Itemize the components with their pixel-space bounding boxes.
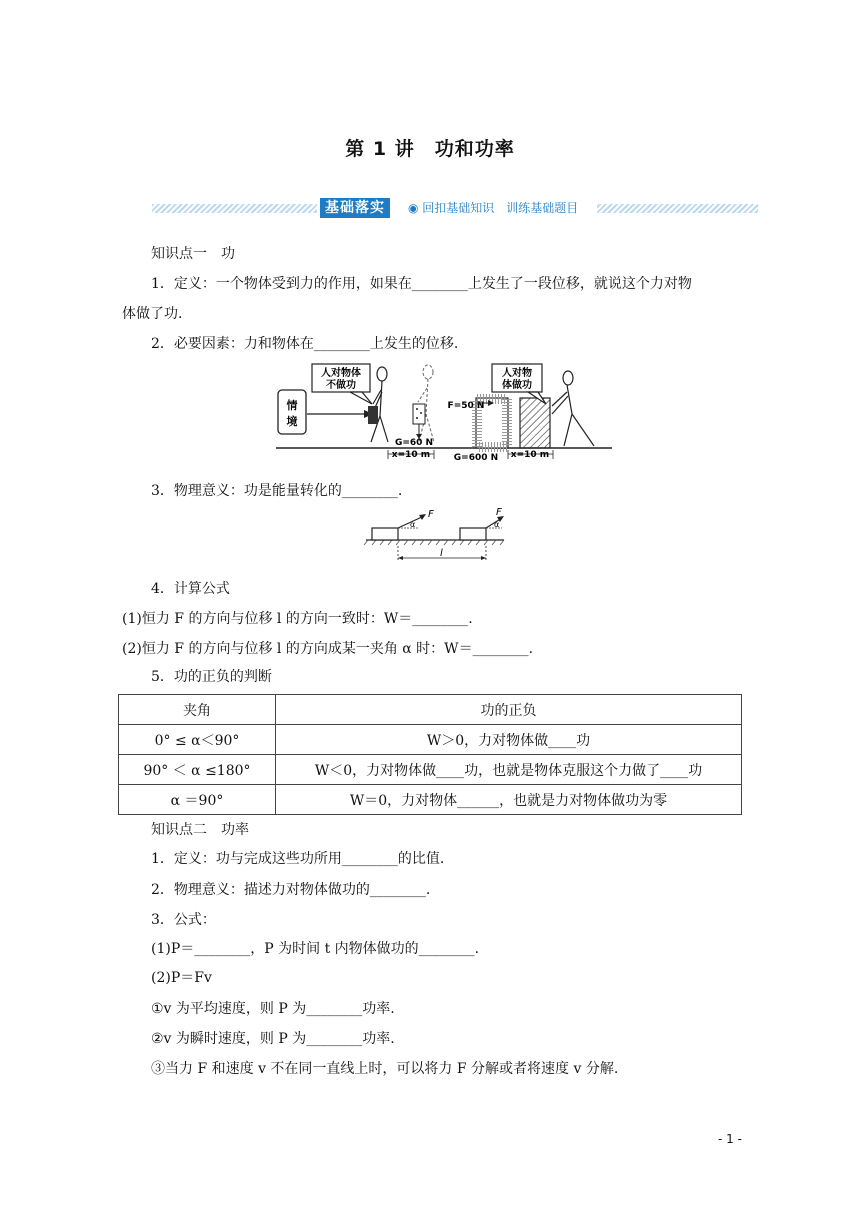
table-row: [119, 785, 742, 815]
sign-heading: 5．功的正负的判断: [151, 669, 272, 685]
power-item-3: ③当力 F 和速度 v 不在同一直线上时，可以将力 F 分解或者将速度 v 分解.: [151, 1061, 619, 1077]
page-title: 第 1 讲 功和功率: [345, 138, 515, 160]
block-right: [460, 528, 486, 540]
power-formula-2: (2)P＝Fv: [151, 970, 212, 986]
situation-label-2: 境: [286, 415, 298, 428]
bubble-right-text-1: 人对物: [502, 368, 532, 379]
g60-label: G=60 N: [394, 438, 434, 448]
section1-heading: 知识点一 功: [151, 246, 235, 262]
table-cell: W＞0，力对物体做____功: [276, 725, 742, 755]
banner-text: ◉ 回扣基础知识 训练基础题目: [408, 201, 579, 215]
angle-right-label: α: [494, 520, 500, 529]
work-meaning: 3．物理意义：功是能量转化的________.: [151, 483, 403, 499]
table-cell: 90° ＜ α ≤180°: [119, 755, 276, 785]
power-item-1: ①v 为平均速度，则 P 为________功率.: [151, 1001, 395, 1017]
power-item-2: ②v 为瞬时速度，则 P 为________功率.: [151, 1031, 395, 1047]
section-banner: [152, 196, 758, 222]
distance-label: l: [440, 548, 443, 559]
table-header-angle: 夹角: [119, 695, 276, 725]
table-header-row: [119, 695, 742, 725]
f50-label: F=50 N: [447, 401, 485, 411]
table-row: [119, 725, 742, 755]
x10-right-label: x=10 m: [510, 450, 550, 460]
held-box: [368, 406, 378, 424]
bubble-left-text-2: 不做功: [326, 380, 356, 391]
formula-heading: 4．计算公式: [151, 581, 230, 597]
formula-2: (2)恒力 F 的方向与位移 l 的方向成某一夹角 α 时：W＝________.: [122, 641, 534, 657]
power-definition: 1．定义：功与完成这些功所用________的比值.: [151, 851, 445, 867]
force-left-label: F: [428, 509, 434, 520]
formula-1: (1)恒力 F 的方向与位移 l 的方向一致时：W＝________.: [122, 611, 473, 627]
figure-work-situation: [276, 362, 612, 464]
bubble-left-tail: [350, 392, 372, 404]
x10-left-label: x=10 m: [391, 450, 431, 460]
power-formula-heading: 3．公式：: [151, 912, 216, 928]
work-sign-table: [118, 694, 742, 815]
bubble-right-text-2: 体做功: [502, 380, 532, 391]
figure-force-angle: [362, 508, 508, 566]
person-right: [552, 371, 594, 446]
angle-left-label: α: [410, 520, 416, 529]
work-definition-line1: 1．定义：一个物体受到力的作用，如果在________上发生了一段位移，就说这个力对物: [151, 276, 692, 292]
work-definition-line2: 体做了功.: [122, 306, 183, 322]
table-row: [119, 755, 742, 785]
ghost-box: [413, 404, 425, 424]
table-header-sign: 功的正负: [276, 695, 742, 725]
person-left: [371, 367, 388, 442]
force-right-label: F: [496, 508, 502, 518]
table-cell: 0° ≤ α＜90°: [119, 725, 276, 755]
power-meaning: 2．物理意义：描述力对物体做功的________.: [151, 882, 431, 898]
banner-label: 基础落实: [320, 198, 390, 218]
section2-heading: 知识点二 功率: [151, 822, 249, 838]
power-formula-1: (1)P＝________，P 为时间 t 内物体做功的________.: [151, 941, 480, 957]
bubble-left-text-1: 人对物体: [321, 368, 361, 379]
table-cell: W＜0，力对物体做____功，也就是物体克服这个力做了____功: [276, 755, 742, 785]
hatched-block: [520, 398, 550, 448]
page-number: - 1 -: [718, 1132, 742, 1146]
work-factors: 2．必要因素：力和物体在________上发生的位移.: [151, 336, 459, 352]
block-left: [372, 528, 398, 540]
table-cell: α ＝90°: [119, 785, 276, 815]
g600-label: G=600 N: [453, 453, 499, 463]
situation-label-1: 情: [286, 399, 298, 412]
table-cell: W＝0，力对物体______，也就是力对物体做功为零: [276, 785, 742, 815]
